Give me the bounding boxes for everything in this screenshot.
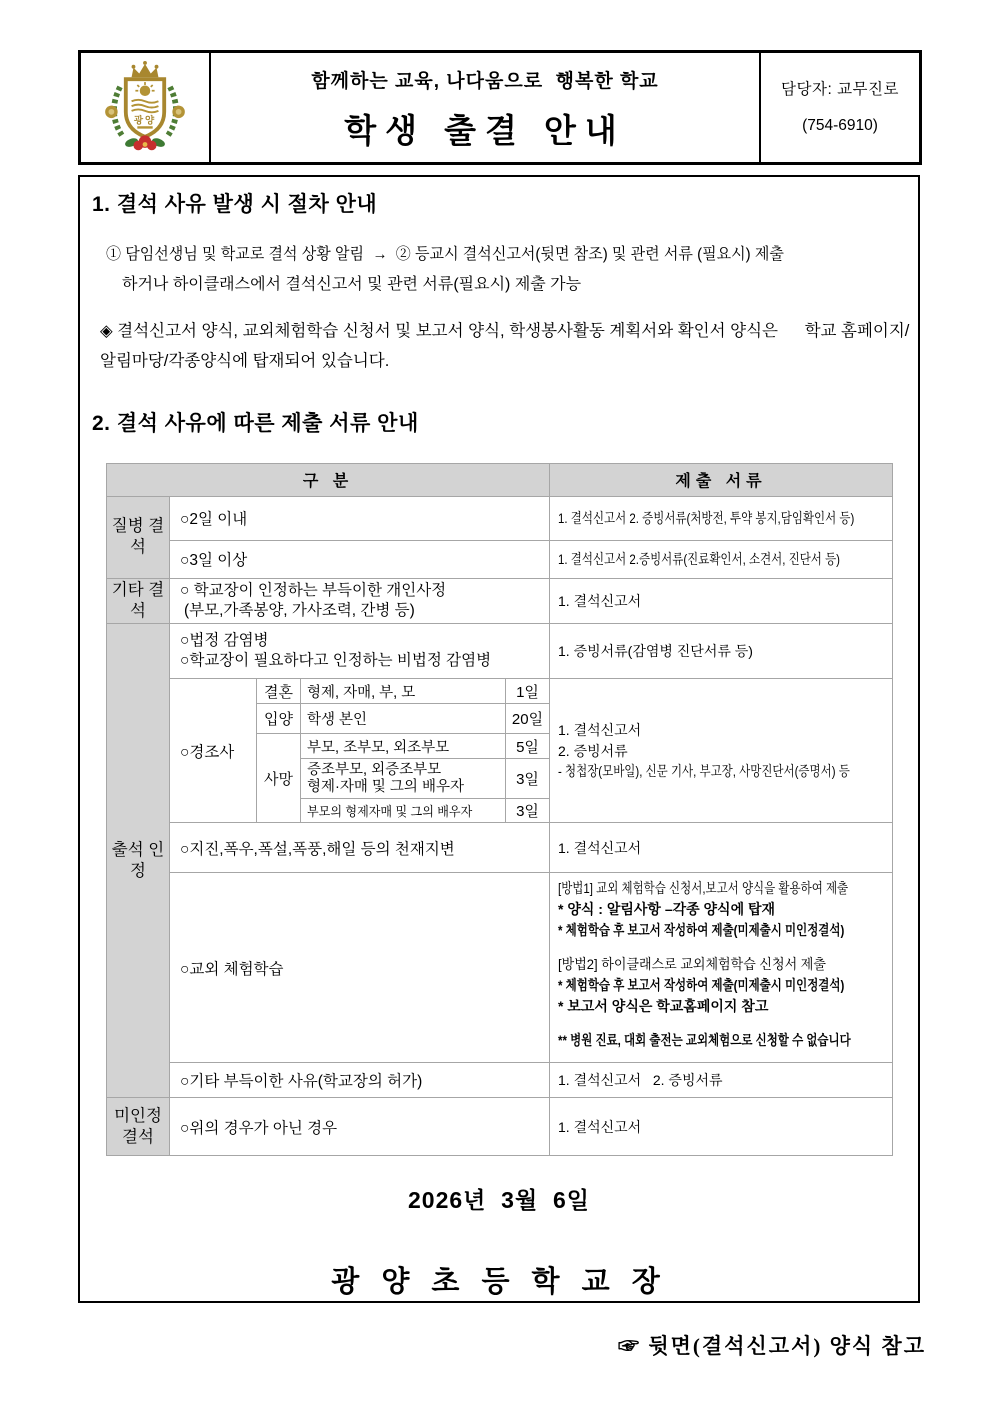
crown-icon (132, 60, 159, 76)
principal-signature: 광 양 초 등 학 교 장 (331, 1266, 667, 1299)
sick-over3days-label: ○3일 이상 (170, 540, 550, 578)
sick-over3days-docs: 1. 결석신고서 2.증빙서류(진료확인서, 소견서, 진단서 등) (550, 540, 893, 578)
col-header-docs: 제출 서류 (550, 463, 893, 496)
etc-absence-docs: 1. 결석신고서 (550, 578, 893, 624)
note-line2: 학교 홈페이지/알림마당/각종양식에 탑재되어 있습니다. (100, 322, 910, 370)
section1-heading: 1. 결석 사유 발생 시 절차 안내 (92, 193, 378, 216)
infection-docs: 1. 증빙서류(감염병 진단서류 등) (550, 624, 893, 679)
flower-icon (124, 135, 166, 150)
category-etc-absence: 기타 결석 (107, 578, 170, 624)
field-trip-label: ○교외 체험학습 (170, 873, 550, 1063)
contact-person: 담당자: 교무진로 (781, 81, 899, 98)
table-row (107, 823, 893, 873)
note-line1: ◈ 결석신고서 양식, 교외체험학습 신청서 및 보고서 양식, 학생봉사활동 계획서와 확인서 양식은 (100, 322, 778, 341)
section1-note (100, 317, 918, 376)
field-trip-note: * 보고서 양식은 학교홈페이지 참고 (558, 998, 769, 1015)
family-event-days: 3일 (506, 759, 550, 799)
table-row (107, 540, 893, 578)
family-event-days: 3일 (506, 799, 550, 823)
table-row (107, 873, 893, 1063)
family-event-relation: 부모의 형제자매 및 그의 배우자 (301, 799, 506, 823)
natural-disaster-label: ○지진,폭우,폭설,폭풍,해일 등의 천재지변 (170, 823, 550, 873)
etc-absence-label: ○ 학교장이 인정하는 부득이한 개인사정 (부모,가족봉양, 가사조력, 간병 등) (170, 578, 550, 624)
field-trip-docs: [방법1] 교외 체험학습 신청서,보고서 양식을 활용하여 제출 * 양식 : 알림사항 –각종 양식에 탑재 * 체험학습 후 보고서 작성하여 제출(미제출시 미인정결석) [방법2] 하이클래스로 교외체험학습 신청서 제출 * 체험학습 후 보고서 작성하여 제출(미제출시 미인정결석) * 보고서 양식은 학교홈페이지 참고 ** 병원 진료, 대회 출전는 교외체험으로 신청할 수 없습니다 (550, 873, 893, 1063)
sick-within2days-docs: 1. 결석신고서 2. 증빙서류(처방전, 투약 봉지,담임확인서 등) (550, 496, 893, 540)
document-body (78, 175, 920, 1303)
table-row (107, 1063, 893, 1098)
table-header-row (107, 463, 893, 496)
category-sick-absence: 질병 결석 (107, 496, 170, 578)
document-header (78, 50, 922, 165)
table-row (107, 624, 893, 679)
table-row (107, 496, 893, 540)
table-row (107, 1098, 893, 1156)
category-unrecognized-absence: 미인정 결석 (107, 1098, 170, 1156)
table-row (107, 578, 893, 624)
family-event-relation: 부모, 조부모, 외조부모 (301, 734, 506, 759)
logo-cell (81, 53, 211, 162)
logo-school-name: 광양 (133, 114, 157, 126)
contact-cell (761, 53, 919, 162)
contact-phone: (754-6910) (802, 117, 878, 134)
category-recognized-attendance: 출석 인정 (107, 624, 170, 1098)
back-side-note: ☞ 뒷면(결석신고서) 양식 참고 (618, 1334, 926, 1358)
col-header-category: 구 분 (107, 463, 550, 496)
family-event-days: 5일 (506, 734, 550, 759)
natural-disaster-docs: 1. 결석신고서 (550, 823, 893, 873)
section2-heading: 2. 결석 사유에 따른 제출 서류 안내 (92, 411, 419, 435)
other-reason-label: ○기타 부득이한 사유(학교장의 허가) (170, 1063, 550, 1098)
absence-documents-table (106, 463, 893, 1157)
document-title: 학생 출결 안내 (344, 112, 626, 149)
unrecognized-docs: 1. 결석신고서 (550, 1098, 893, 1156)
family-event-label: ○경조사 (170, 679, 257, 823)
school-emblem-icon (97, 58, 193, 158)
issue-date: 2026년 3월 6일 (408, 1187, 590, 1214)
family-event-days: 1일 (506, 679, 550, 704)
unrecognized-label: ○위의 경우가 아닌 경우 (170, 1098, 550, 1156)
section1-procedure (106, 240, 918, 299)
procedure-line1: ① 담임선생님 및 학교로 결석 상황 알림 → ② 등교시 결석신고서(뒷면 참조) 및 관련 서류 (필요시) 제출 (106, 246, 784, 263)
family-event-relation: 형제, 자매, 부, 모 (301, 679, 506, 704)
table-row (107, 679, 893, 704)
other-reason-docs: 1. 결석신고서 2. 증빙서류 (550, 1063, 893, 1098)
family-event-docs: 1. 결석신고서 2. 증빙서류 - 청첩장(모바일), 신문 기사, 부고장, 사망진단서(증명서) 등 (550, 679, 893, 823)
family-event-days: 20일 (506, 704, 550, 734)
sick-within2days-label: ○2일 이내 (170, 496, 550, 540)
school-slogan: 함께하는 교육, 나다움으로 행복한 학교 (311, 71, 659, 92)
shield (126, 79, 164, 137)
title-cell (211, 53, 761, 162)
field-trip-note: * 양식 : 알림사항 –각종 양식에 탑재 (558, 901, 776, 918)
family-event-relation: 학생 본인 (301, 704, 506, 734)
family-event-type-adoption: 입양 (257, 704, 301, 734)
family-event-type-marriage: 결혼 (257, 679, 301, 704)
procedure-line2: 하거나 하이클래스에서 결석신고서 및 관련 서류(필요시) 제출 가능 (122, 275, 582, 293)
family-event-type-death: 사망 (257, 734, 301, 823)
family-event-relation: 증조부모, 외증조부모 형제·자매 및 그의 배우자 (301, 759, 506, 799)
infection-label: ○법정 감염병 ○학교장이 필요하다고 인정하는 비법정 감염병 (170, 624, 550, 679)
